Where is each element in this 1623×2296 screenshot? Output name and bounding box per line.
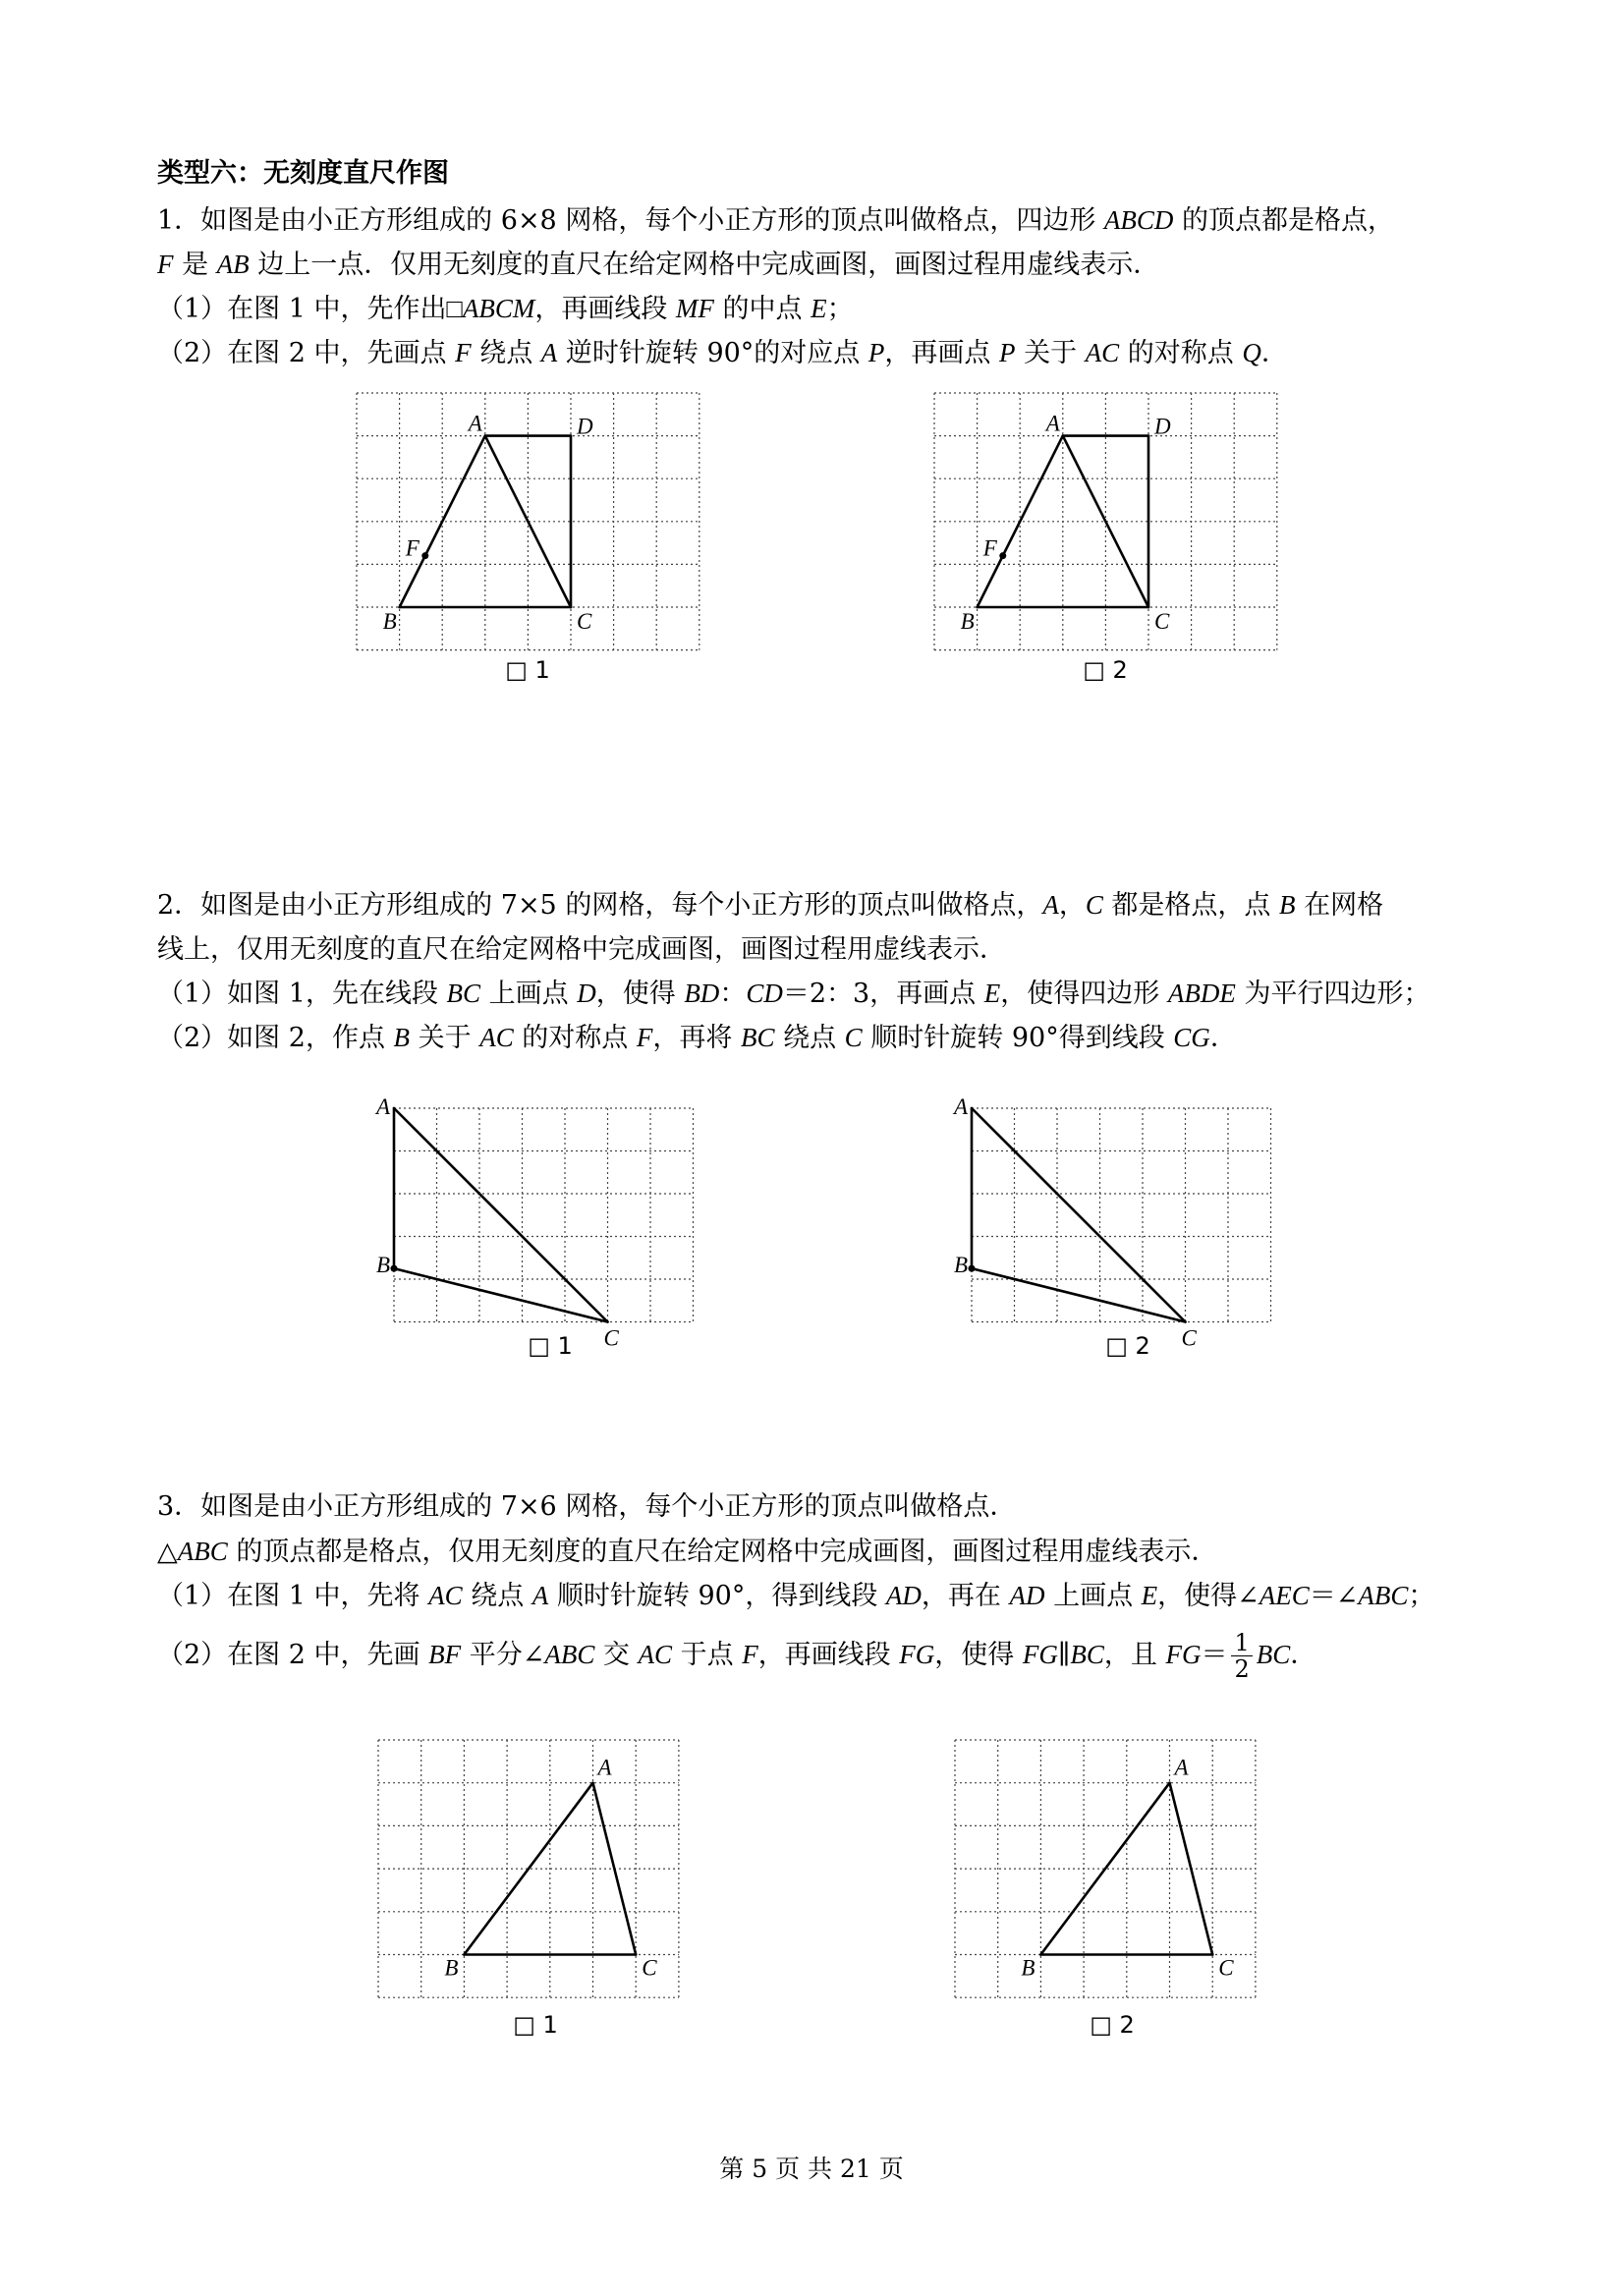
q1-figure-2: [905, 364, 1307, 680]
label-C: C: [1181, 1325, 1197, 1351]
label-C: C: [642, 1955, 657, 1981]
q2-line2: 线上，仅用无刻度的直尺在给定网格中完成画图，画图过程用虚线表示．: [157, 934, 1006, 965]
label-B: B: [960, 609, 975, 634]
q3-line2: △ABC 的顶点都是格点，仅用无刻度的直尺在给定网格中完成画图，画图过程用虚线表示．: [157, 1537, 1218, 1567]
label-B: B: [954, 1253, 969, 1278]
point-B: [391, 1265, 398, 1272]
segment-AC: [972, 1108, 1186, 1322]
label-C: C: [603, 1325, 619, 1351]
q2-part2: （2）如图 2，作点 B 关于 AC 的对称点 F，再将 BC 绕点 C 顺时针旋转 90°得到线段 CG．: [157, 1023, 1237, 1053]
label-A: A: [376, 1094, 391, 1119]
label-C: C: [1218, 1955, 1234, 1981]
page-footer: 第 5 页 共 21 页: [719, 2155, 904, 2183]
q2-figure-1: [364, 1079, 723, 1352]
label-A: A: [597, 1755, 612, 1780]
fraction-one-half: $\frac{1}{2}$: [1231, 1630, 1252, 1682]
grid-group: [378, 1740, 679, 1997]
section-title: 类型六：无刻度直尺作图: [157, 158, 449, 189]
q2-figure-2-caption: □ 2: [1105, 1332, 1150, 1360]
segment-BC: [394, 1268, 608, 1321]
segment-BC: [972, 1268, 1186, 1321]
q1-part2: （2）在图 2 中，先画点 F 绕点 A 逆时针旋转 90°的对应点 P，再画点 P 关于 AC 的对称点 Q．: [157, 338, 1288, 368]
q1-part1: （1）在图 1 中，先作出□ABCM，再画线段 MF 的中点 E；: [157, 294, 854, 324]
grid-group: [374, 1094, 694, 1351]
label-B: B: [382, 609, 397, 634]
point-F: [421, 552, 428, 559]
label-C: C: [577, 609, 592, 634]
grid-group: [955, 1740, 1256, 1997]
q1-figure-1: [327, 364, 729, 680]
q3-figure-2-caption: □ 2: [1090, 2011, 1135, 2039]
q2-figure-2: [942, 1079, 1301, 1352]
q3-figure-2: [925, 1710, 1285, 2027]
grid-group: [934, 393, 1277, 650]
q3-line1: 3．如图是由小正方形组成的 7×6 网格，每个小正方形的顶点叫做格点．: [157, 1491, 1017, 1522]
q1-line1: 1．如图是由小正方形组成的 6×8 网格，每个小正方形的顶点叫做格点，四边形 ABCD 的顶点都是格点，: [157, 205, 1394, 236]
q1-figure-1-caption: □ 1: [505, 656, 550, 684]
q3-part2: （2）在图 2 中，先画 BF 平分∠ABC 交 AC 于点 F，再画线段 FG，使得 FG∥BC，且 FG＝ $\frac{1}{2}$ BC．: [157, 1629, 1317, 1683]
label-F: F: [405, 535, 420, 561]
q1-line2: F 是 AB 边上一点．仅用无刻度的直尺在给定网格中完成画图，画图过程用虚线表示．: [157, 250, 1160, 280]
label-A: A: [1174, 1755, 1189, 1780]
point-B: [969, 1265, 976, 1272]
label-A: A: [468, 411, 482, 436]
label-D: D: [577, 414, 593, 439]
label-B: B: [1021, 1955, 1035, 1981]
q2-line1: 2．如图是由小正方形组成的 7×5 的网格，每个小正方形的顶点叫做格点，A，C 都是格点，点 B 在网格: [157, 890, 1384, 921]
label-D: D: [1154, 414, 1171, 439]
label-B: B: [376, 1253, 391, 1278]
q2-figure-1-caption: □ 1: [528, 1332, 573, 1360]
segment-AB: [464, 1783, 592, 1955]
q1-figure-2-caption: □ 2: [1083, 656, 1128, 684]
q3-figure-1-caption: □ 1: [513, 2011, 558, 2039]
q3-part1: （1）在图 1 中，先将 AC 绕点 A 顺时针旋转 90°，得到线段 AD，再在 AD 上画点 E，使得∠AEC＝∠ABC；: [157, 1581, 1435, 1611]
label-F: F: [982, 535, 997, 561]
q3-figure-1: [349, 1710, 708, 2027]
label-A: A: [954, 1094, 969, 1119]
segment-AC: [394, 1108, 608, 1322]
grid-group: [952, 1094, 1271, 1351]
grid-group: [357, 393, 700, 650]
q2-part1: （1）如图 1，先在线段 BC 上画点 D，使得 BD：CD＝2：3，再画点 E，使得四边形 ABDE 为平行四边形；: [157, 979, 1430, 1009]
point-F: [999, 552, 1006, 559]
segment-AB: [1040, 1783, 1169, 1955]
label-C: C: [1154, 609, 1170, 634]
label-A: A: [1045, 411, 1060, 436]
label-B: B: [444, 1955, 459, 1981]
